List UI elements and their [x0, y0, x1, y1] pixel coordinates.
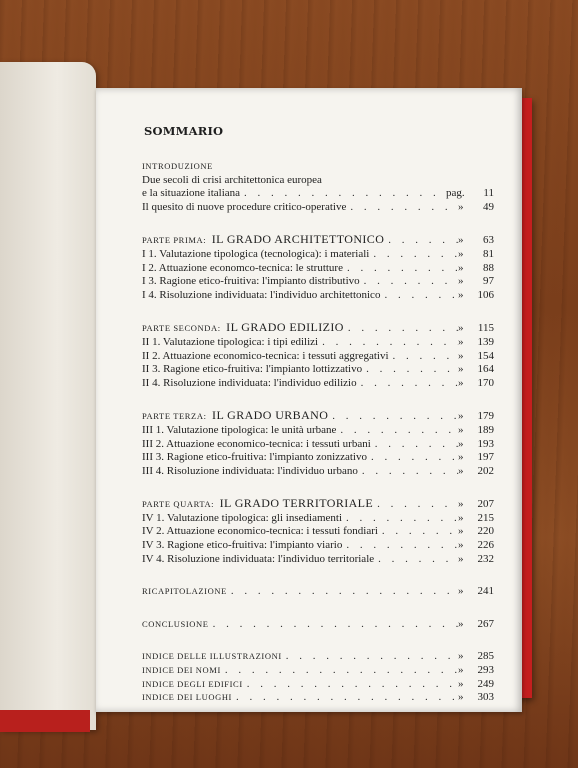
toc-entry: I 1. Valutazione tipologica (tecnologica): i materiali	[142, 247, 370, 260]
toc-entry: IV 1. Valutazione tipologica: gli insediamenti	[142, 511, 342, 524]
page-number: 97	[483, 275, 494, 288]
toc-entry: IV 3. Ragione etico-fruitiva: l'impianto viario	[142, 539, 343, 552]
ditto-mark: »	[458, 335, 464, 348]
toc-entry: IV 4. Risoluzione individuata: l'individuo territoriale	[142, 552, 375, 565]
leader-dots	[243, 678, 458, 692]
leader-dots	[389, 350, 459, 364]
leader-dots	[362, 363, 458, 377]
leader-dots	[374, 553, 458, 567]
leader-dots	[318, 336, 458, 350]
leader-dots	[360, 275, 458, 289]
ditto-mark: »	[458, 525, 464, 538]
page-number: 293	[477, 664, 494, 677]
page-number: 303	[477, 691, 494, 704]
ditto-mark: »	[458, 498, 464, 511]
page-number: 193	[477, 437, 494, 450]
leader-dots	[369, 248, 458, 262]
ditto-mark: »	[458, 650, 464, 663]
toc-entry: II 1. Valutazione tipologica: i tipi edilizi	[142, 335, 319, 348]
part-section	[142, 497, 494, 566]
ditto-mark: »	[458, 552, 464, 565]
page-number: 285	[477, 650, 494, 663]
indices-section	[142, 650, 494, 704]
ditto-mark: »	[458, 349, 464, 362]
leader-dots	[232, 691, 458, 705]
intro-heading: INTRODUZIONE	[142, 161, 213, 171]
page-number: 197	[477, 451, 494, 464]
toc-entry: I 3. Ragione etico-fruitiva: l'impianto distributivo	[142, 275, 360, 288]
page-number: 215	[477, 511, 494, 524]
leader-dots	[357, 377, 458, 391]
toc-entry: III 2. Attuazione economico-tecnica: i tessuti urbani	[142, 437, 371, 450]
toc-entry: II 4. Risoluzione individuata: l'individuo edilizio	[142, 376, 357, 389]
toc-entry: II 3. Ragione etico-fruitiva: l'impianto lottizzativo	[142, 363, 363, 376]
page-number: 202	[477, 464, 494, 477]
ditto-mark: »	[458, 423, 464, 436]
leader-dots	[380, 289, 458, 303]
page-number: 115	[477, 322, 494, 335]
toc-entry: III 1. Valutazione tipologica: le unità urbane	[142, 423, 337, 436]
ditto-mark: »	[458, 464, 464, 477]
left-cover-edge	[0, 710, 90, 732]
page-number: 241	[477, 585, 494, 598]
part-label: PARTE QUARTA:	[142, 499, 215, 510]
leader-dots	[240, 187, 446, 201]
intro-line: Due secoli di crisi architettonica europea	[142, 173, 322, 186]
toc-entry: III 3. Ragione etico-fruitiva: l'impianto zonizzativo	[142, 451, 367, 464]
ditto-mark: »	[458, 539, 464, 552]
toc-entry: INDICE DEI NOMI	[142, 665, 221, 676]
page-number: 11	[483, 187, 494, 200]
leader-dots	[227, 585, 458, 599]
leader-dots	[343, 262, 458, 276]
ditto-mark: »	[458, 451, 464, 464]
leader-dots	[209, 618, 458, 632]
page-number: 170	[477, 376, 494, 389]
page-number: 139	[477, 335, 494, 348]
page-number: 81	[483, 247, 494, 260]
ditto-mark: »	[458, 511, 464, 524]
part-label: PARTE PRIMA:	[142, 235, 207, 246]
page-number: 179	[477, 410, 494, 423]
part-title: IL GRADO TERRITORIALE	[219, 496, 374, 511]
page-number: 207	[477, 498, 494, 511]
toc-entry: I 4. Risoluzione individuata: l'individuo architettonico	[142, 288, 381, 301]
leader-dots	[384, 234, 458, 248]
page-number: 220	[477, 525, 494, 538]
part-label: PARTE SECONDA:	[142, 323, 221, 334]
intro-line: Il quesito di nuove procedure critico-operative	[142, 200, 347, 213]
part-section	[142, 233, 494, 302]
leader-dots	[221, 664, 458, 678]
toc-entry: INDICE DELLE ILLUSTRAZIONI	[142, 651, 282, 662]
table-of-contents	[142, 160, 494, 714]
part-title: IL GRADO EDILIZIO	[226, 320, 344, 335]
ditto-mark: »	[458, 247, 464, 260]
leader-dots	[346, 201, 458, 215]
page-number: 226	[477, 539, 494, 552]
ditto-mark: »	[458, 677, 464, 690]
page-number: 49	[483, 200, 494, 213]
ditto-mark: »	[458, 200, 464, 213]
page-number: 154	[477, 349, 494, 362]
leader-dots	[282, 650, 458, 664]
page-number: 63	[483, 234, 494, 247]
part-label: PARTE TERZA:	[142, 411, 207, 422]
leader-dots	[378, 525, 458, 539]
page-number: 232	[477, 552, 494, 565]
leader-dots	[336, 424, 458, 438]
toc-entry: I 2. Attuazione economco-tecnica: le strutture	[142, 261, 343, 274]
leader-dots	[342, 539, 458, 553]
page-prefix: pag.	[446, 187, 465, 200]
page-number: 106	[477, 288, 494, 301]
toc-entry: III 4. Risoluzione individuata: l'individuo urbano	[142, 464, 358, 477]
leader-dots	[373, 498, 458, 512]
ditto-mark: »	[458, 664, 464, 677]
left-page-edge	[0, 62, 96, 730]
toc-entry: IV 2. Attuazione economico-tecnica: i tessuti fondiari	[142, 525, 378, 538]
ditto-mark: »	[458, 585, 464, 598]
toc-entry: INDICE DEGLI EDIFICI	[142, 678, 243, 689]
leader-dots	[328, 410, 458, 424]
ditto-mark: »	[458, 691, 464, 704]
ditto-mark: »	[458, 617, 464, 630]
part-title: IL GRADO ARCHITETTONICO	[211, 232, 385, 247]
part-section	[142, 409, 494, 478]
intro-line: e la situazione italiana	[142, 187, 241, 200]
toc-entry: II 2. Attuazione economico-tecnica: i tessuti aggregativi	[142, 349, 389, 362]
ditto-mark: »	[458, 275, 464, 288]
conclusion-section	[142, 618, 494, 632]
toc-entry: RICAPITOLAZIONE	[142, 586, 227, 597]
ditto-mark: »	[458, 234, 464, 247]
leader-dots	[344, 322, 458, 336]
ditto-mark: »	[458, 261, 464, 274]
page-number: 164	[477, 363, 494, 376]
ditto-mark: »	[458, 288, 464, 301]
part-section	[142, 321, 494, 390]
page-number: 267	[477, 617, 494, 630]
toc-entry: INDICE DEI LUOGHI	[142, 692, 232, 703]
toc-entry: CONCLUSIONE	[142, 618, 209, 629]
page-number: 189	[477, 423, 494, 436]
leader-dots	[358, 465, 458, 479]
recap-section	[142, 585, 494, 599]
ditto-mark: »	[458, 363, 464, 376]
page-number: 249	[477, 677, 494, 690]
ditto-mark: »	[458, 410, 464, 423]
leader-dots	[371, 438, 458, 452]
part-title: IL GRADO URBANO	[212, 408, 329, 423]
ditto-mark: »	[458, 376, 464, 389]
ditto-mark: »	[458, 437, 464, 450]
intro-section	[142, 160, 494, 214]
book-page	[96, 88, 522, 712]
leader-dots	[367, 451, 458, 465]
page-title: SOMMARIO	[144, 124, 224, 138]
leader-dots	[342, 512, 458, 526]
ditto-mark: »	[458, 322, 464, 335]
page-number: 88	[483, 261, 494, 274]
